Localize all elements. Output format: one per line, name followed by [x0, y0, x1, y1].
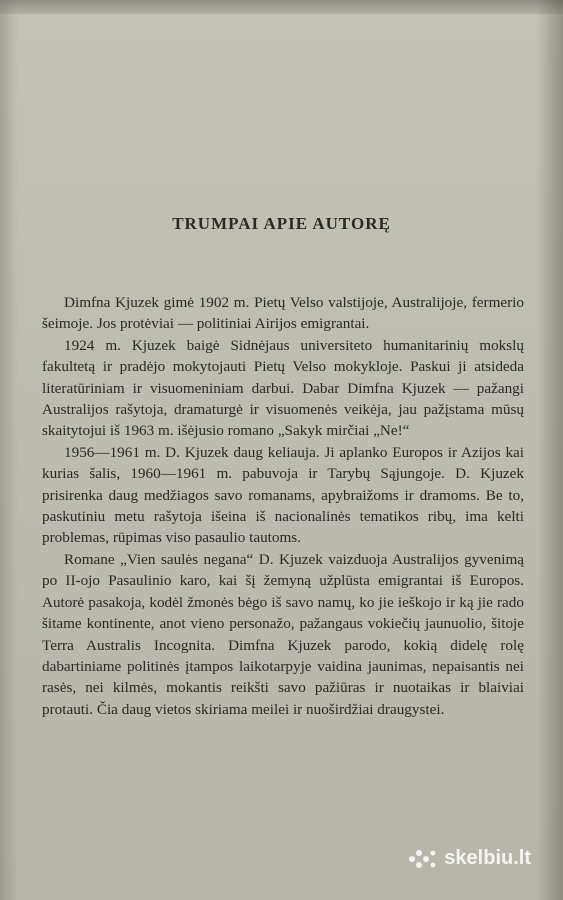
paragraph-4: Romane „Vien saulės negana“ D. Kjuzek vaizduoja Australijos gyvenimą po II-ojo Pasaulinio karo, kai šį žemyną užplūsta emigrantai iš Europos. Autorė pasakoja, kodėl žmonės bėgo iš savo namų, ko jie ieškojo ir ką jie rado šitame kontinente, anot vieno personažo, pažangaus vokiečių jaunuolio, šitoje Terra Australis Incognita. Dimfna Kjuzek parodo, kokią didelę rolę dabartiniame politinės įtampos laikotarpyje vaidina jaunimas, nepaisantis nei rasės, nei kilmės, mokantis reikšti savo pažiūras ir nuotaikas ir blaiviai protauti. Čia daug vietos skiriama meilei ir nuoširdžiai draugystei.: [42, 550, 524, 718]
watermark-text: skelbiu.lt: [444, 847, 531, 869]
page-top-edge: [0, 0, 563, 14]
page-right-edge: [537, 0, 563, 900]
paragraph-3: 1956—1961 m. D. Kjuzek daug keliauja. Ji aplanko Europos ir Azijos kai kurias šalis, 1960—1961 m. pabuvoja ir Tarybų Sąjungoje. D. Kjuzek prisirenka daug medžiagos savo romanams, apybraižoms ir dramoms. Be to, paskutiniu metu rašytoja išeina iš nacionalinės tematikos ribų, ima kelti problemas, rūpimas viso pasaulio tautoms.: [42, 443, 524, 547]
section-heading: TRUMPAI APIE AUTORĘ: [172, 214, 391, 233]
body-text: [42, 292, 524, 720]
paragraph-1: Dimfna Kjuzek gimė 1902 m. Pietų Velso valstijoje, Australijoje, fermerio šeimoje. Jos protėviai — politiniai Airijos emigrantai.: [42, 294, 524, 333]
dots-logo-icon: [408, 848, 438, 870]
paragraph-2: 1924 m. Kjuzek baigė Sidnėjaus universiteto humanitarinių mokslų fakultetą ir pradėjo mokytojauti Pietų Velso mokykloje. Paskui ji atsideda literatūriniam ir visuomeniniam darbui. Dabar Dimfna Kjuzek — pažangi Australijos rašytoja, dramaturgė ir visuomenės veikėja, jau pažįstama mūsų skaitytojui iš 1963 m. išėjusio romano „Sakyk mirčiai „Ne!“: [42, 336, 524, 440]
page-left-shadow: [0, 0, 18, 900]
watermark: [408, 847, 531, 870]
